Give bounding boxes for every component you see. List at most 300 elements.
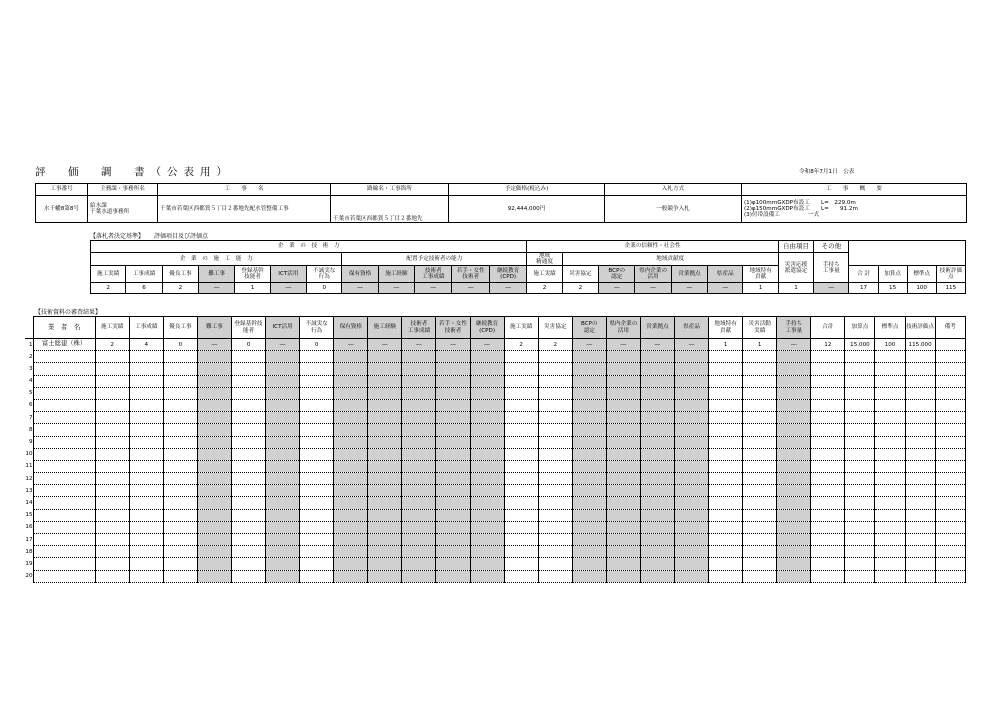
criteria-table [90,240,966,294]
results-cell [300,424,334,436]
results-cell [368,509,402,521]
results-cell [743,521,777,533]
results-cell [905,485,935,497]
results-cell [606,521,640,533]
results-cell [95,534,129,546]
results-cell [436,570,470,582]
criteria-value: 1 [235,283,270,294]
results-cell [811,363,845,375]
results-cell [935,509,965,521]
results-cell: 0 [163,339,197,351]
results-cell [33,509,95,521]
results-cell [33,424,95,436]
results-cell [777,497,811,509]
results-cell [811,521,845,533]
results-cell [935,534,965,546]
results-cell [504,473,538,485]
results-cell [811,387,845,399]
results-cell [905,546,935,558]
row-number: 3 [28,365,33,372]
criteria-value: ― [415,283,452,294]
criteria-col-header: 標準点 [907,266,936,283]
info-header: 工 事 名 [158,184,331,196]
results-cell [402,534,436,546]
results-col-header: 難工事 [197,317,231,339]
results-cell [402,387,436,399]
results-cell [538,363,572,375]
results-cell [163,436,197,448]
results-cell [266,570,300,582]
results-cell [675,509,709,521]
results-cell [33,521,95,533]
criteria-col-header: 合 計 [849,266,878,283]
results-cell [33,448,95,460]
results-cell [811,399,845,411]
results-cell: ― [368,339,402,351]
row-number: 1 [28,341,33,348]
results-cell [368,436,402,448]
results-cell [95,570,129,582]
results-cell [334,412,368,424]
results-cell [709,351,743,363]
results-cell [572,424,606,436]
results-cell [777,351,811,363]
results-cell [33,399,95,411]
results-cell [811,497,845,509]
results-cell [935,436,965,448]
results-cell [33,351,95,363]
results-cell [875,412,905,424]
group-free: 自由項目 [778,241,813,253]
results-cell [777,521,811,533]
results-cell [470,436,504,448]
results-cell [845,497,875,509]
results-cell [640,497,674,509]
results-cell [436,436,470,448]
row-number: 7 [28,414,33,421]
results-cell [538,546,572,558]
results-cell [905,534,935,546]
row-number: 15 [25,512,33,519]
criteria-value: ― [342,283,378,294]
results-cell [163,399,197,411]
results-cell [436,460,470,472]
results-cell [675,546,709,558]
results-cell [334,351,368,363]
results-cell [197,351,231,363]
results-cell [402,558,436,570]
results-cell [777,460,811,472]
results-cell [572,351,606,363]
results-cell [675,534,709,546]
results-cell [845,534,875,546]
results-cell [402,570,436,582]
results-cell [935,558,965,570]
results-cell [777,473,811,485]
table-row [25,436,966,448]
results-cell [436,351,470,363]
row-number: 4 [28,378,33,385]
results-cell [436,387,470,399]
results-cell [572,399,606,411]
results-cell [334,497,368,509]
results-cell [266,436,300,448]
results-cell [129,534,163,546]
results-cell [640,375,674,387]
criteria-col-header: 地域特有 貢献 [743,266,778,283]
results-cell [95,485,129,497]
results-cell [538,509,572,521]
results-cell [709,497,743,509]
results-cell [368,424,402,436]
results-cell [905,387,935,399]
results-cell [95,473,129,485]
info-header: 予定価格(税込み) [449,184,605,196]
results-cell [709,558,743,570]
results-cell [197,473,231,485]
results-cell [436,412,470,424]
results-cell [33,534,95,546]
results-cell [334,485,368,497]
results-cell [538,497,572,509]
results-cell [197,546,231,558]
results-cell [436,375,470,387]
results-cell [935,387,965,399]
results-cell [845,546,875,558]
results-cell [470,363,504,375]
results-cell [470,412,504,424]
results-cell [368,351,402,363]
results-cell [300,363,334,375]
results-cell [572,473,606,485]
results-cell [266,424,300,436]
results-cell [538,460,572,472]
results-cell [905,460,935,472]
results-cell [402,485,436,497]
table-row [25,339,966,351]
results-cell [640,558,674,570]
results-cell [470,534,504,546]
results-cell [743,351,777,363]
results-cell [95,460,129,472]
results-col-header: 若手・女性 技術者 [436,317,470,339]
results-cell [811,485,845,497]
results-cell [334,399,368,411]
results-col-header: 加算点 [845,317,875,339]
table-row [25,460,966,472]
results-cell [572,387,606,399]
results-cell [743,387,777,399]
results-table [25,316,966,583]
criteria-col-header: 難工事 [199,266,235,283]
results-cell [231,387,265,399]
results-cell [129,546,163,558]
criteria-value: 2 [562,283,598,294]
dept-name: 給水課 千葉水道事務所 [88,196,158,223]
results-cell [334,570,368,582]
results-cell [640,424,674,436]
results-col-header: 技術者 工事成績 [402,317,436,339]
results-cell [504,424,538,436]
results-cell [572,546,606,558]
table-row [25,546,966,558]
results-cell [709,436,743,448]
results-cell [470,558,504,570]
results-cell [33,497,95,509]
results-cell [163,497,197,509]
results-cell [504,460,538,472]
results-col-header: 県産品 [675,317,709,339]
results-cell: ― [606,339,640,351]
results-cell [470,509,504,521]
results-cell [129,558,163,570]
results-cell: ― [334,339,368,351]
results-cell [470,424,504,436]
results-cell [163,570,197,582]
results-cell [845,436,875,448]
results-cell [905,448,935,460]
table-row [25,448,966,460]
criteria-value: 0 [307,283,342,294]
results-cell [334,387,368,399]
results-cell: 1 [709,339,743,351]
row-number: 14 [25,499,33,506]
results-cell [845,473,875,485]
results-cell [197,521,231,533]
results-cell [334,509,368,521]
row-number: 2 [28,353,33,360]
sub-construction: 企 業 の 施 工 能 力 [91,253,342,266]
results-cell [538,387,572,399]
table-row [25,497,966,509]
results-cell [935,460,965,472]
results-cell [470,521,504,533]
results-cell [197,497,231,509]
row-number: 10 [25,451,33,458]
results-cell [675,424,709,436]
results-cell [777,534,811,546]
results-cell [811,473,845,485]
results-cell [845,424,875,436]
results-cell [845,460,875,472]
results-cell [572,436,606,448]
results-col-header: 標準点 [875,317,905,339]
results-cell [504,363,538,375]
results-cell [470,375,504,387]
results-cell [504,399,538,411]
results-cell [95,436,129,448]
results-cell [935,546,965,558]
results-cell [811,436,845,448]
results-cell [300,436,334,448]
criteria-value: 2 [527,283,562,294]
results-cell [875,497,905,509]
results-cell [163,412,197,424]
results-cell [266,521,300,533]
results-cell [606,387,640,399]
results-cell [572,363,606,375]
results-cell [675,473,709,485]
results-cell [743,412,777,424]
results-cell [875,473,905,485]
results-cell [875,509,905,521]
results-cell [436,485,470,497]
results-cell [334,546,368,558]
results-cell [606,570,640,582]
results-cell [436,534,470,546]
row-number: 16 [25,524,33,531]
results-cell [675,375,709,387]
row-number: 18 [25,548,33,555]
results-cell [743,546,777,558]
results-cell [538,436,572,448]
results-cell [675,363,709,375]
results-cell [470,570,504,582]
results-cell [163,424,197,436]
results-cell: 0 [300,339,334,351]
results-cell [572,412,606,424]
results-cell [231,363,265,375]
results-cell [875,558,905,570]
results-cell [402,509,436,521]
results-cell [231,436,265,448]
criteria-col-header: 営業拠点 [671,266,707,283]
results-cell [675,412,709,424]
table-row [25,412,966,424]
results-cell [334,534,368,546]
results-col-header: 手持ち 工事量 [777,317,811,339]
results-cell [572,570,606,582]
criteria-col-header: 施工実績 [91,266,126,283]
results-cell [231,546,265,558]
results-cell [606,436,640,448]
results-cell [777,363,811,375]
results-cell [743,424,777,436]
results-cell [231,351,265,363]
results-cell [777,387,811,399]
results-cell [811,375,845,387]
results-cell [300,351,334,363]
results-cell [504,351,538,363]
bid-method: 一般競争入札 [605,196,742,223]
results-cell [905,363,935,375]
results-col-header: 施工経験 [368,317,402,339]
results-cell [266,473,300,485]
results-cell [905,558,935,570]
results-cell: ― [436,339,470,351]
results-cell [163,351,197,363]
results-cell: ― [777,339,811,351]
results-cell [266,448,300,460]
results-cell [538,558,572,570]
results-cell [777,546,811,558]
results-cell [300,448,334,460]
results-cell [504,448,538,460]
results-cell [129,387,163,399]
results-cell [402,363,436,375]
results-cell [572,460,606,472]
results-cell [402,375,436,387]
results-cell [709,387,743,399]
results-cell [538,351,572,363]
results-cell [606,399,640,411]
results-cell [640,534,674,546]
results-cell [845,448,875,460]
results-cell [197,460,231,472]
results-cell [402,424,436,436]
info-header: 路線名・工事箇所 [331,184,449,196]
results-cell [675,460,709,472]
results-cell [845,521,875,533]
results-cell [905,521,935,533]
results-cell [875,448,905,460]
results-cell [300,387,334,399]
results-cell [709,521,743,533]
results-cell [640,509,674,521]
publish-date: 令和8年7月1日 公表 [799,169,855,175]
results-cell: 1 [743,339,777,351]
table-row [25,558,966,570]
results-cell [743,375,777,387]
results-cell [905,473,935,485]
results-cell [163,534,197,546]
results-cell [743,534,777,546]
results-cell [811,534,845,546]
results-cell [875,375,905,387]
criteria-value: 15 [878,283,907,294]
results-cell [231,375,265,387]
results-cell [129,375,163,387]
results-cell [300,521,334,533]
results-cell [572,375,606,387]
results-cell [905,436,935,448]
results-col-header: 業 者 名 [33,317,95,339]
results-cell [436,363,470,375]
results-cell [231,558,265,570]
results-cell [845,399,875,411]
results-cell [875,546,905,558]
results-cell [743,436,777,448]
results-cell [935,339,965,351]
results-cell [129,509,163,521]
criteria-sub-caption: 評価項目及び評価点 [153,233,208,240]
results-cell: 2 [538,339,572,351]
criteria-col-header: 若手・女性 技術者 [452,266,489,283]
results-col-header: 地域特有 貢献 [709,317,743,339]
results-cell [640,460,674,472]
criteria-value: 17 [849,283,878,294]
results-cell [845,485,875,497]
results-cell [197,558,231,570]
results-cell [935,521,965,533]
results-cell [95,558,129,570]
results-cell [606,546,640,558]
results-cell [163,387,197,399]
page-title: 評 価 調 書（公表用） [35,166,233,178]
results-cell [811,558,845,570]
results-cell [606,412,640,424]
results-cell [572,448,606,460]
results-cell [777,412,811,424]
results-cell [572,534,606,546]
results-cell [935,363,965,375]
results-cell [640,521,674,533]
results-cell [709,460,743,472]
table-row [25,485,966,497]
results-cell [845,351,875,363]
criteria-col-header: ICT活用 [270,266,306,283]
results-cell [743,485,777,497]
